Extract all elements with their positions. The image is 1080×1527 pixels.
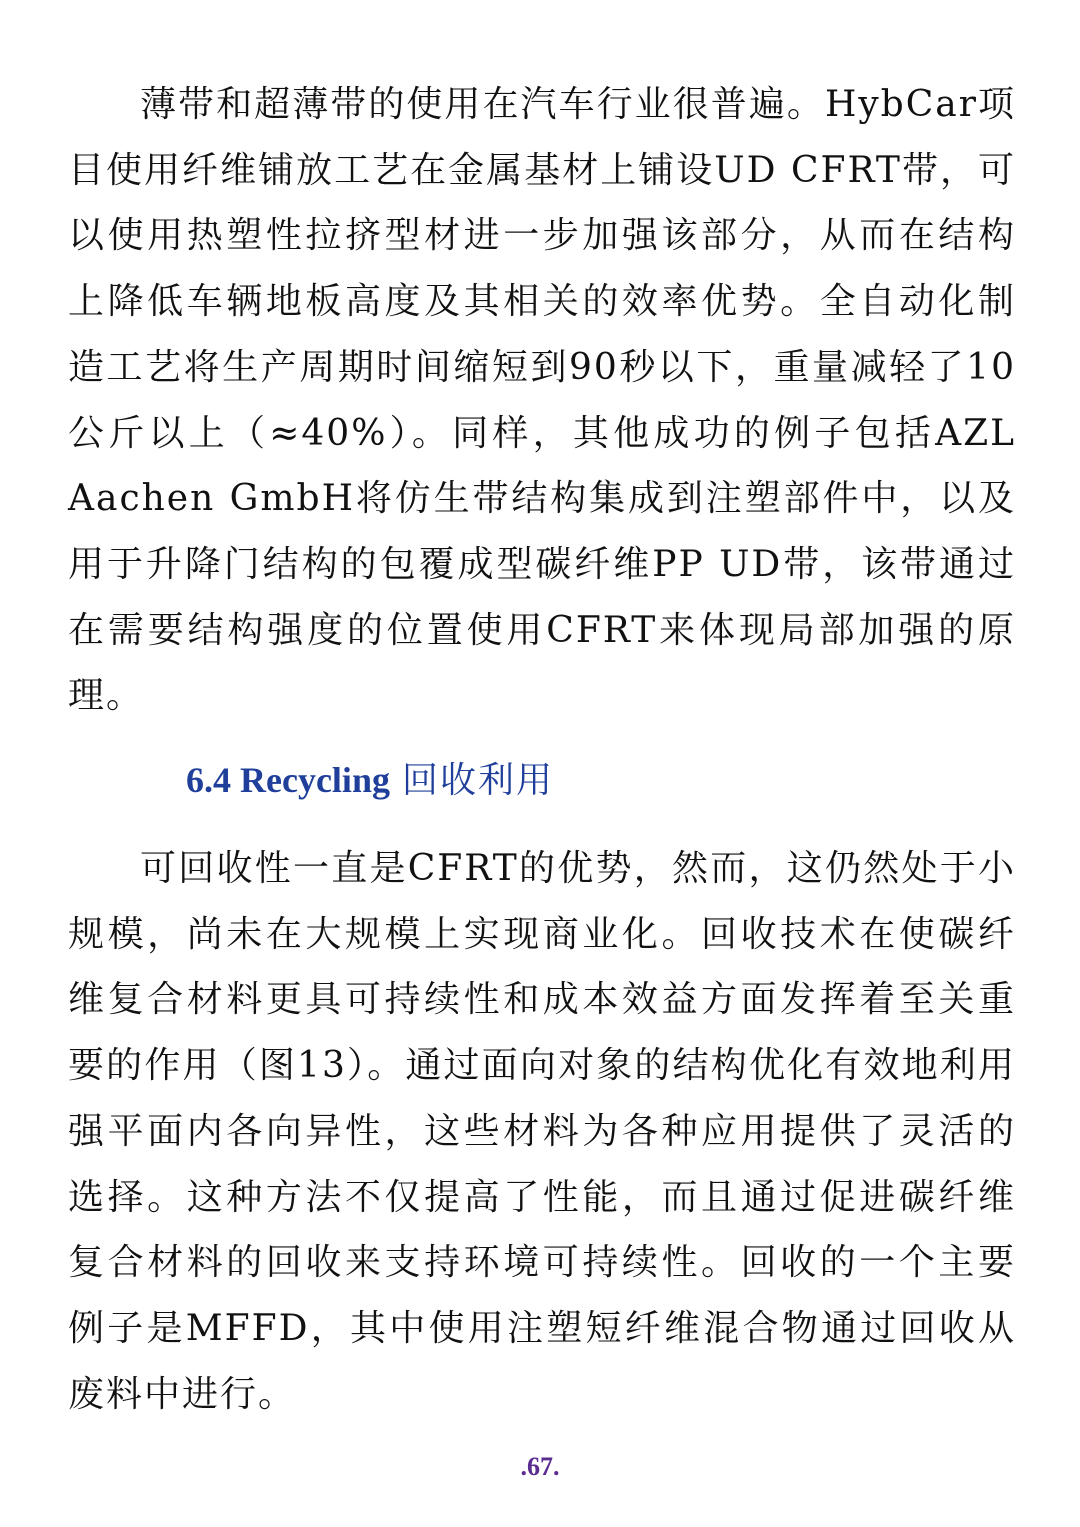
section-heading <box>186 752 554 809</box>
page-number: .67. <box>520 1452 560 1481</box>
body-paragraph-recycling: 可回收性一直是CFRT的优势，然而，这仍然处于小规模，尚未在大规模上实现商业化。回收技术在使碳纤维复合材料更具可持续性和成本效益方面发挥着至关重要的作用（图13）。通过面向对象的结构优化有效地利用强平面内各向异性，这些材料为各种应用提供了灵活的选择。这种方法不仅提高了性能，而且通过促进碳纤维复合材料的回收来支持环境可持续性。回收的一个主要例子是MFFD，其中使用注塑短纤维混合物通过回收从废料中进行。 <box>68 848 1016 1415</box>
section-heading-chinese: 回收利用 <box>401 760 554 801</box>
section-heading-number: 6.4 Recycling <box>186 760 390 800</box>
body-paragraph-thin-tapes: 薄带和超薄带的使用在汽车行业很普遍。HybCar项目使用纤维铺放工艺在金属基材上铺设UD CFRT带，可以使用热塑性拉挤型材进一步加强该部分，从而在结构上降低车辆地板高度及其相关的效率优势。全自动化制造工艺将生产周期时间缩短到90秒以下，重量减轻了10公斤以上（≈40%）。同样，其他成功的例子包括AZL Aachen GmbH将仿生带结构集成到注塑部件中，以及用于升降门结构的包覆成型碳纤维PP UD带，该带通过在需要结构强度的位置使用CFRT来体现局部加强的原理。 <box>68 84 1016 717</box>
